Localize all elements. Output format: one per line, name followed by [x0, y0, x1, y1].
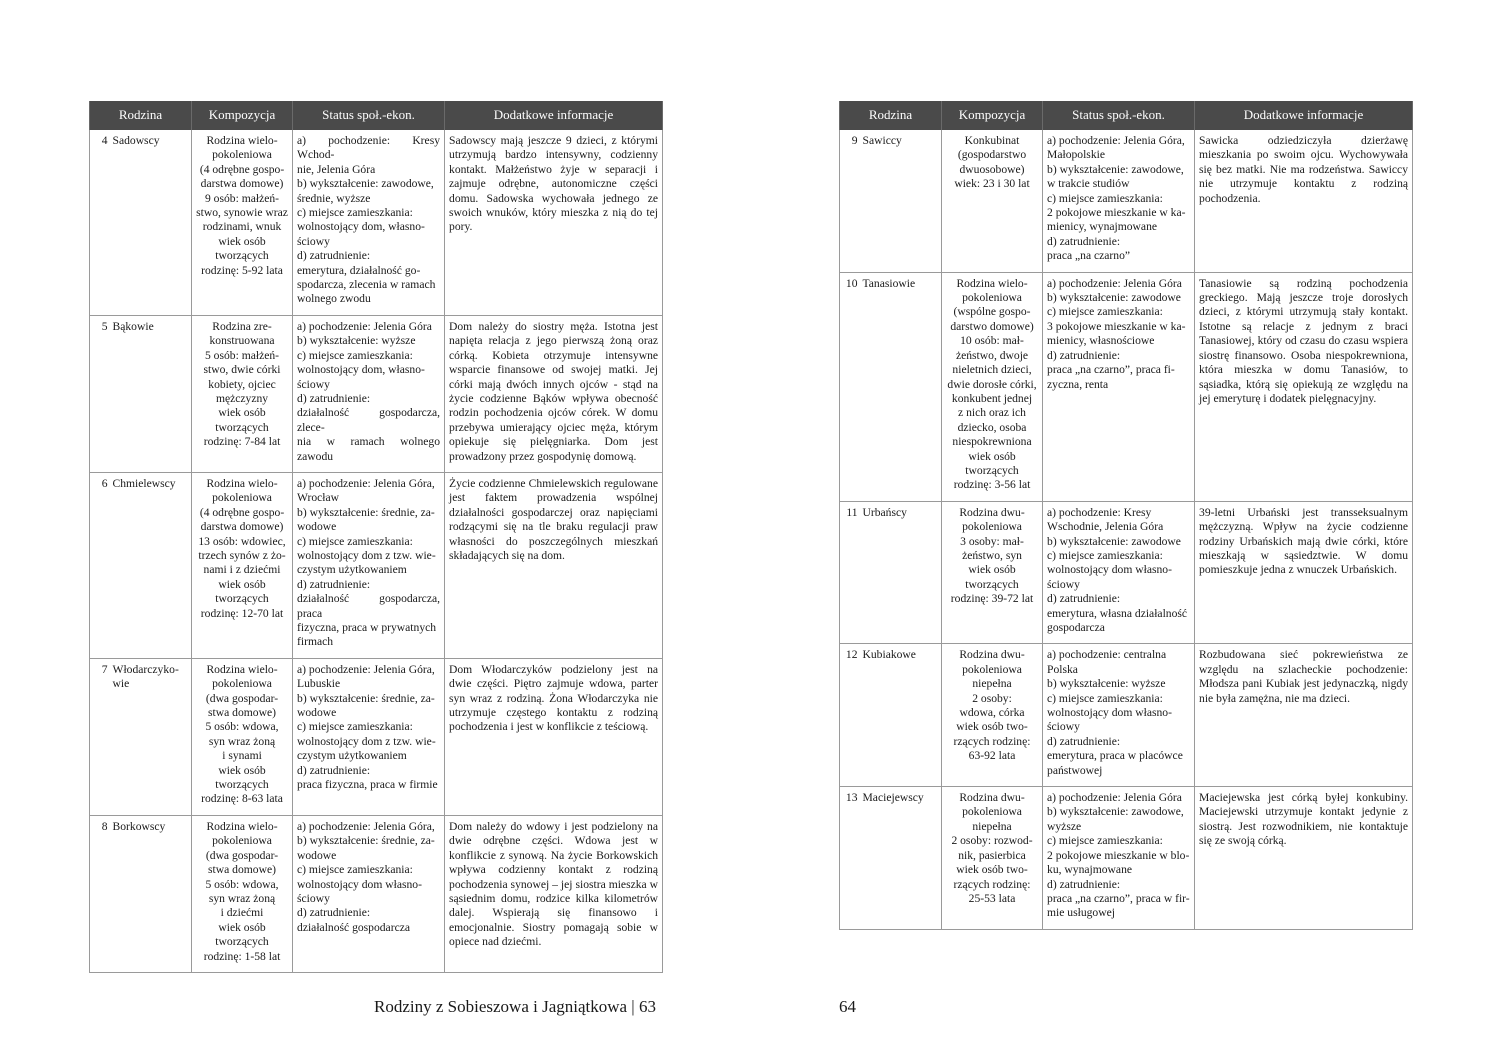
table-row	[90, 658, 663, 815]
family-name: Urbańscy	[860, 501, 942, 644]
family-info: Życie codzienne Chmielewskich regulowane jest faktem prowadzenia wspólnej działalności gospodarczej oraz napięciami rodzącymi się na tle braku regulacji praw własności do poszczególnych mieszkań składających się na dom.	[445, 472, 663, 658]
family-info: Sawicka odziedziczyła dzierżawę mieszkania po swoim ojcu. Wychowywała się bez matki. Nie ma rodzeństwa. Sawiccy nie utrzymuje kontaktu z rodziną pochodzenia.	[1195, 130, 1413, 272]
header-status: Status społ.-ekon.	[1043, 101, 1195, 130]
table-row	[840, 130, 1413, 272]
table-row	[840, 272, 1413, 501]
family-info: Maciejewska jest córką byłej konkubiny. Maciejewski utrzymuje kontakt jedynie z siostrą. Jest rozwodnikiem, nie kontaktuje się ze swoją córką.	[1195, 787, 1413, 930]
row-number: 4	[90, 130, 110, 315]
family-status: a) pochodzenie: Jelenia Góra b) wykształcenie: wyższe c) miejsce zamieszkania: wolnostojący dom, własno- ściowy d) zatrudnienie: działalność gospodarcza, zlece- nia w ramach wolnego zawodu	[293, 315, 445, 472]
family-info: Tanasiowie są rodziną pochodzenia greckiego. Mają jeszcze troje dorosłych dzieci, z którymi utrzymują stały kontakt. Istotne są relacje z jednym z braci Tanasiowej, który od czasu do czasu wspiera siostrę finansowo. Osoba niespokrewniona, która mieszka w domu Tanasiów, to sąsiadka, którą się opiekują ze względu na jej emeryturę i dodatek pielęgnacyjny.	[1195, 272, 1413, 501]
header-info: Dodatkowe informacje	[1195, 101, 1413, 130]
family-composition: Rodzina zre- konstruowana 5 osób: małżeń- stwo, dwie córki kobiety, ojciec mężczyzny wiek osób tworzących rodzinę: 7-84 lat	[192, 315, 293, 472]
family-composition: Rodzina wielo- pokoleniowa (wspólne gospo- darstwo domowe) 10 osób: mał- żeństwo, dwoje nieletnich dzieci, dwie dorosłe córki, konkubent jednej z nich oraz ich dziecko, osoba niespokrewniona wiek osób tworzących rodzinę: 3-56 lat	[942, 272, 1043, 501]
family-table-page-63	[89, 101, 663, 973]
row-number: 10	[840, 272, 860, 501]
header-info: Dodatkowe informacje	[445, 101, 663, 130]
row-number: 5	[90, 315, 110, 472]
page-footer-63: Rodziny z Sobieszowa i Jagniątkowa | 63	[374, 997, 656, 1016]
table-row	[840, 501, 1413, 644]
row-number: 9	[840, 130, 860, 272]
row-number: 13	[840, 787, 860, 930]
row-number: 6	[90, 472, 110, 658]
header-composition: Kompozycja	[942, 101, 1043, 130]
family-info: Dom należy do siostry męża. Istotna jest napięta relacja z jego pierwszą żoną oraz córką. Kobieta otrzymuje intensywne wsparcie finansowe od swojej matki. Jej córki mają dwóch innych ojców - stąd na życie codzienne Bąków wpływa obecność rodzin pochodzenia ojców córek. W domu przebywa umierający ojciec męża, którym opiekuje się pielęgniarka. Dom jest prowadzony przez gospodynię domową.	[445, 315, 663, 472]
family-info: Dom należy do wdowy i jest podzielony na dwie odrębne części. Wdowa jest w konflikcie z synową. Na życie Borkowskich wpływa codzienny kontakt z rodziną pochodzenia synowej – jej siostra mieszka w sąsiednim domu, rodzice kilka kilometrów dalej. Wspierają się finansowo i emocjonalnie. Siostry pomagają sobie w opiece nad dziećmi.	[445, 815, 663, 972]
header-status: Status społ.-ekon.	[293, 101, 445, 130]
family-status: a) pochodzenie: Jelenia Góra, Wrocław b) wykształcenie: średnie, za- wodowe c) miejsce zamieszkania: wolnostojący dom z tzw. wie- czystym użytkowaniem d) zatrudnienie: działalność gospodarcza, praca fizyczna, praca w prywatnych firmach	[293, 472, 445, 658]
family-composition: Rodzina dwu- pokoleniowa niepełna 2 osoby: wdowa, córka wiek osób two- rzących rodzinę: 63-92 lata	[942, 644, 1043, 787]
family-name: Chmielewscy	[110, 472, 192, 658]
family-name: Tanasiowie	[860, 272, 942, 501]
header-composition: Kompozycja	[192, 101, 293, 130]
family-name: Sadowscy	[110, 130, 192, 315]
family-name: Włodarczyko- wie	[110, 658, 192, 815]
family-info: Dom Włodarczyków podzielony jest na dwie części. Piętro zajmuje wdowa, parter syn wraz z rodziną. Żona Włodarczyka nie utrzymuje częstego kontaktu z rodziną pochodzenia i jest w konflikcie z teściową.	[445, 658, 663, 815]
table-row	[90, 130, 663, 315]
family-name: Sawiccy	[860, 130, 942, 272]
family-composition: Rodzina dwu- pokoleniowa 3 osoby: mał- żeństwo, syn wiek osób tworzących rodzinę: 39-72 lat	[942, 501, 1043, 644]
family-name: Kubiakowe	[860, 644, 942, 787]
row-number: 7	[90, 658, 110, 815]
table-row	[90, 472, 663, 658]
table-header-row	[90, 101, 663, 130]
header-family: Rodzina	[840, 101, 942, 130]
family-status: a) pochodzenie: Kresy Wschodnie, Jelenia Góra b) wykształcenie: zawodowe c) miejsce zamieszkania: wolnostojący dom własno- ściowy d) zatrudnienie: emerytura, własna działalność gospodarcza	[1043, 501, 1195, 644]
family-status: a) pochodzenie: Jelenia Góra b) wykształcenie: zawodowe c) miejsce zamieszkania: 3 pokojowe mieszkanie w ka- mienicy, własnościowe d) zatrudnienie: praca „na czarno”, praca fi- zyczna, renta	[1043, 272, 1195, 501]
table-row	[90, 315, 663, 472]
table-row	[840, 787, 1413, 930]
table-header-row	[840, 101, 1413, 130]
table-row	[840, 644, 1413, 787]
table-row	[90, 815, 663, 972]
family-status: a) pochodzenie: centralna Polska b) wykształcenie: wyższe c) miejsce zamieszkania: wolnostojący dom własno- ściowy d) zatrudnienie: emerytura, praca w placówce państwowej	[1043, 644, 1195, 787]
family-status: a) pochodzenie: Kresy Wchod- nie, Jelenia Góra b) wykształcenie: zawodowe, średnie, wyższe c) miejsce zamieszkania: wolnostojący dom, własno- ściowy d) zatrudnienie: emerytura, działalność go- spodarcza, zlecenia w ramach wolnego zwodu	[293, 130, 445, 315]
family-status: a) pochodzenie: Jelenia Góra b) wykształcenie: zawodowe, wyższe c) miejsce zamieszkania: 2 pokojowe mieszkanie w blo- ku, wynajmowane d) zatrudnienie: praca „na czarno”, praca w fir- mie usługowej	[1043, 787, 1195, 930]
family-composition: Rodzina wielo- pokoleniowa (dwa gospodar- stwa domowe) 5 osób: wdowa, syn wraz żoną i dziećmi wiek osób tworzących rodzinę: 1-58 lat	[192, 815, 293, 972]
page-footer-64: 64	[839, 997, 856, 1016]
family-status: a) pochodzenie: Jelenia Góra, Małopolskie b) wykształcenie: zawodowe, w trakcie studiów c) miejsce zamieszkania: 2 pokojowe mieszkanie w ka- mienicy, wynajmowane d) zatrudnienie: praca „na czarno”	[1043, 130, 1195, 272]
family-status: a) pochodzenie: Jelenia Góra, Lubuskie b) wykształcenie: średnie, za- wodowe c) miejsce zamieszkania: wolnostojący dom z tzw. wie- czystym użytkowaniem d) zatrudnienie: praca fizyczna, praca w firmie	[293, 658, 445, 815]
row-number: 12	[840, 644, 860, 787]
family-composition: Konkubinat (gospodarstwo dwuosobowe) wiek: 23 i 30 lat	[942, 130, 1043, 272]
family-info: Sadowscy mają jeszcze 9 dzieci, z którymi utrzymują bardzo intensywny, codzienny kontakt. Małżeństwo żyje w separacji i zajmuje odrębne, autonomiczne części domu. Sadowska wychowała jednego ze swoich wnuków, który mieszka z nią do tej pory.	[445, 130, 663, 315]
family-composition: Rodzina wielo- pokoleniowa (dwa gospodar- stwa domowe) 5 osób: wdowa, syn wraz żoną i synami wiek osób tworzących rodzinę: 8-63 lata	[192, 658, 293, 815]
family-name: Bąkowie	[110, 315, 192, 472]
family-name: Borkowscy	[110, 815, 192, 972]
family-composition: Rodzina wielo- pokoleniowa (4 odrębne gospo- darstwa domowe) 13 osób: wdowiec, trzech synów z żo- nami i z dziećmi wiek osób tworzących rodzinę: 12-70 lat	[192, 472, 293, 658]
family-table-page-64	[839, 101, 1413, 930]
row-number: 11	[840, 501, 860, 644]
family-info: Rozbudowana sieć pokrewieństwa ze względu na szlacheckie pochodzenie: Młodsza pani Kubiak jest jedynaczką, nigdy nie była zamężna, nie ma dzieci.	[1195, 644, 1413, 787]
family-composition: Rodzina wielo- pokoleniowa (4 odrębne gospo- darstwa domowe) 9 osób: małżeń- stwo, synowie wraz rodzinami, wnuk wiek osób tworzących rodzinę: 5-92 lata	[192, 130, 293, 315]
header-family: Rodzina	[90, 101, 192, 130]
family-composition: Rodzina dwu- pokoleniowa niepełna 2 osoby: rozwod- nik, pasierbica wiek osób two- rzących rodzinę: 25-53 lata	[942, 787, 1043, 930]
family-info: 39-letni Urbański jest transseksualnym mężczyzną. Wpływ na życie codzienne rodziny Urbańskich mają dwie córki, które mieszkają w sąsiedztwie. W domu pomieszkuje jedna z wnuczek Urbańskich.	[1195, 501, 1413, 644]
row-number: 8	[90, 815, 110, 972]
family-name: Maciejewscy	[860, 787, 942, 930]
family-status: a) pochodzenie: Jelenia Góra, b) wykształcenie: średnie, za- wodowe c) miejsce zamieszkania: wolnostojący dom własno- ściowy d) zatrudnienie: działalność gospodarcza	[293, 815, 445, 972]
